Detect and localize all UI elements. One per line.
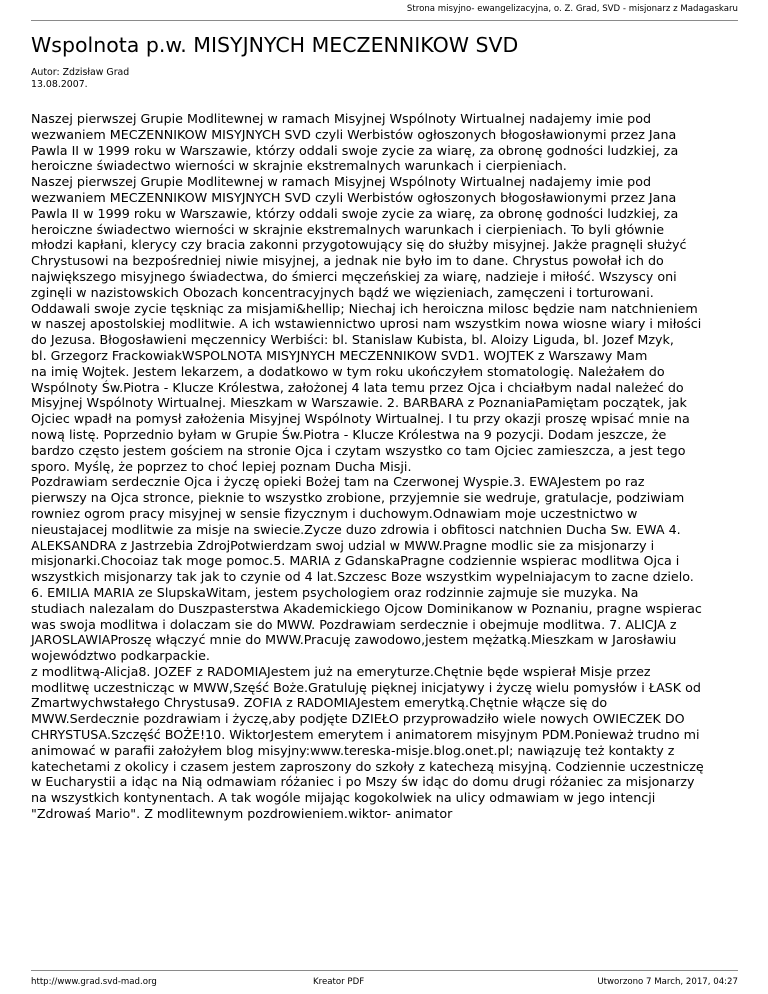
article-body-line: zginęli w nazistowskich Obozach koncentracyjnych bądź we więzieniach, zamęczeni i torturowani. <box>31 284 654 300</box>
article-body-line: z modlitwą-Alicja8. JOZEF z RADOMIAJestem już na emeryturze.Chętnie będe wspierał Misje przez <box>31 663 651 679</box>
article-body-line: wszystkich misjonarzy tak jak to czynie od 4 lat.Szczesc Boze wszystkim wypelniajacym to zacne dzielo. <box>31 569 694 585</box>
article-body-line: Oddawali swoje zycie tęskniąc za misjami&hellip; Niechaj ich heroiczna milosc będzie nam natchnieniem <box>31 300 698 316</box>
article-body-line: heroiczne świadectwo wierności w skrajnie ekstremalnych warunkach i cierpieniach. To byli głównie <box>31 221 665 237</box>
article-body-line: sporo. Myślę, że poprzez to choć lepiej poznam Ducha Misji. <box>31 458 412 474</box>
article-body-line: największego misyjnego świadectwa, do śmierci męczeńskiej za wiarę, nadzieje i miłość. Wszyscy oni <box>31 268 677 284</box>
article-body-line: modlitwę uczestnicząc w MWW,Szęść Boże.Gratuluję pięknej inicjatywy i życzę wielu pomysłów i ŁASK od <box>31 679 701 695</box>
article-body-line: bl. Grzegorz FrackowiakWSPOLNOTA MISYJNYCH MECZENNIKOW SVD1. WOJTEK z Warszawy Mam <box>31 347 648 363</box>
article-date: 13.08.2007. <box>31 78 88 90</box>
article-body-line: 6. EMILIA MARIA ze SlupskaWitam, jestem psychologiem oraz rodzinnie zajmuje sie muzyka. Na <box>31 584 639 600</box>
article-body-line: heroiczne świadectwo wierności w skrajnie ekstremalnych warunkach i cierpieniach. <box>31 158 567 174</box>
article-body <box>31 111 743 822</box>
article-body-line: Zmartwychwstałego Chrystusa9. ZOFIA z RADOMIAJestem emerytką.Chętnie włącze się do <box>31 695 608 711</box>
footer-url[interactable]: http://www.grad.svd-mad.org <box>31 977 157 987</box>
article-meta <box>31 67 129 90</box>
article-body-line: wezwaniem MECZENNIKOW MISYJNYCH SVD czyli Werbistów ogłoszonych błogosławionymi przez Jana <box>31 126 677 142</box>
article-body-line: rowniez ogrom pracy misyjnej w sensie fizycznym i duchowym.Odnawiam moje uczestnictwo w <box>31 505 638 521</box>
article-body-line: studiach nalezalam do Duszpasterstwa Akademickiego Ojcow Dominikanow w Poznaniu, pragne wspierac <box>31 600 702 616</box>
article-body-line: Misyjnej Wspólnoty Wirtualnej. Mieszkam w Warszawie. 2. BARBARA z PoznaniaPamiętam początek, jak <box>31 395 687 411</box>
article-body-line: Naszej pierwszej Grupie Modlitewnej w ramach Misyjnej Wspólnoty Wirtualnej nadajemy imie pod <box>31 174 652 190</box>
article-body-line: do Jezusa. Błogosławieni męczennicy Werbiści: bl. Stanislaw Kubista, bl. Aloizy Liguda, bl. Jozef Mzyk, <box>31 332 674 348</box>
page-header <box>31 0 738 21</box>
article-body-line: pierwszy na Ojca stronce, pieknie to wszystko zrobione, przyjemnie sie wedruje, gratulacje, podziwiam <box>31 490 685 506</box>
article-body-line: Wspólnoty Św.Piotra - Klucze Królestwa, założonej 4 lata temu przez Ojca i chciałbym nadal należeć do <box>31 379 684 395</box>
article-body-line: was swoja modlitwa i dolaczam sie do MWW. Pozdrawiam serdecznie i obejmuje modlitwa. 7. ALICJA z <box>31 616 677 632</box>
article-body-line: bardzo często jestem gościem na stronie Ojca i czytam wszystko co tam Ojciec zamieszcza, a jest tego <box>31 442 686 458</box>
article-title: Wspolnota p.w. MISYJNYCH MECZENNIKOW SVD <box>31 33 519 57</box>
article-body-line: Chrystusowi na bezpośredniej niwie misyjnej, a jednak nie było im to dane. Chrystus powołał ich do <box>31 253 664 269</box>
article-body-line: Pawla II w 1999 roku w Warszawie, którzy oddali swoje zycie za wiarę, za obronę godności ludzkiej, za <box>31 205 679 221</box>
article-body-line: w Eucharystii a idąc na Nią odmawiam różaniec i po Mszy św idąc do domu drugi różaniec za misjonarzy <box>31 774 695 790</box>
article-body-line: województwo podkarpackie. <box>31 648 210 664</box>
article-body-line: MWW.Serdecznie pozdrawiam i życzę,aby podjęte DZIEŁO przyprowadziło wiele nowych OWIECZEK DO <box>31 711 685 727</box>
header-site-description: Strona misyjno- ewangelizacyjna, o. Z. Grad, SVD - misjonarz z Madagaskaru <box>406 4 738 14</box>
footer-creator: Kreator PDF <box>313 977 365 987</box>
article-body-line: animować w parafii założyłem blog misyjny:www.tereska-misje.blog.onet.pl; nawiązuję też kontakty z <box>31 742 675 758</box>
page-footer <box>31 970 738 994</box>
article-body-line: "Zdrowaś Mario". Z modlitewnym pozdrowieniem.wiktor- animator <box>31 806 453 822</box>
article-body-line: wezwaniem MECZENNIKOW MISYJNYCH SVD czyli Werbistów ogłoszonych błogosławionymi przez Jana <box>31 189 677 205</box>
article-body-line: misjonarki.Chocoiaz tak moge pomoc.5. MARIA z GdanskaPragne codziennie wspierac modlitwa Ojca i <box>31 553 680 569</box>
article-body-line: w naszej apostolskiej modlitwie. A ich wstawiennictwo uprosi nam wszystkim nowa wiosne wiary i miłości <box>31 316 702 332</box>
article-body-line: Naszej pierwszej Grupie Modlitewnej w ramach Misyjnej Wspólnoty Wirtualnej nadajemy imie pod <box>31 111 652 126</box>
article-body-line: katechetami z okolicy i czasem jestem zaproszony do szkoły z katechezą misyjną. Codziennie uczestniczę <box>31 758 704 774</box>
article-body-line: na imię Wojtek. Jestem lekarzem, a dodatkowo w tym roku ukończyłem stomatologię. Należałem do <box>31 363 665 379</box>
article-body-line: Ojciec wpadł na pomysł założenia Misyjnej Wspólnoty Wirtualnej. I tu przy okazji proszę wpisać mnie na <box>31 411 690 427</box>
article-body-line: JAROSLAWIAProszę włączyć mnie do MWW.Pracuję zawodowo,jestem mężatką.Mieszkam w Jarosławiu <box>31 632 677 648</box>
article-body-line: CHRYSTUSA.Szczęść BOŻE!10. WiktorJestem emerytem i animatorem misyjnym PDM.Ponieważ trudno mi <box>31 727 700 743</box>
article-body-line: Pozdrawiam serdecznie Ojca i życzę opieki Bożej tam na Czerwonej Wyspie.3. EWAJestem po raz <box>31 474 645 490</box>
article-author: Autor: Zdzisław Grad <box>31 67 130 78</box>
footer-created-date: Utworzono 7 March, 2017, 04:27 <box>597 977 738 987</box>
article-body-line: ALEKSANDRA z Jastrzebia ZdrojPotwierdzam swoj udzial w MWW.Pragne modlic sie za misjonarzy i <box>31 537 655 553</box>
article-body-line: na wszystkich kontynentach. A tak wogóle mijając kogokolwiek na ulicy odmawiam w jego intencji <box>31 790 656 806</box>
article-body-line: nieustajacej modlitwie za misje na swiecie.Zycze duzo zdrowia i obfitosci natchnien Ducha Sw. EWA 4. <box>31 521 681 537</box>
article-body-line: młodzi kapłani, klerycy czy bracia zakonni przygotowujący się do służby misyjnej. Jakże pragnęli służyć <box>31 237 687 253</box>
article-body-line: nową listę. Poprzednio byłam w Grupie Św.Piotra - Klucze Królestwa na 9 pozycji. Dodam jeszcze, że <box>31 426 667 442</box>
article-body-line: Pawla II w 1999 roku w Warszawie, którzy oddali swoje zycie za wiarę, za obronę godności ludzkiej, za <box>31 142 679 158</box>
